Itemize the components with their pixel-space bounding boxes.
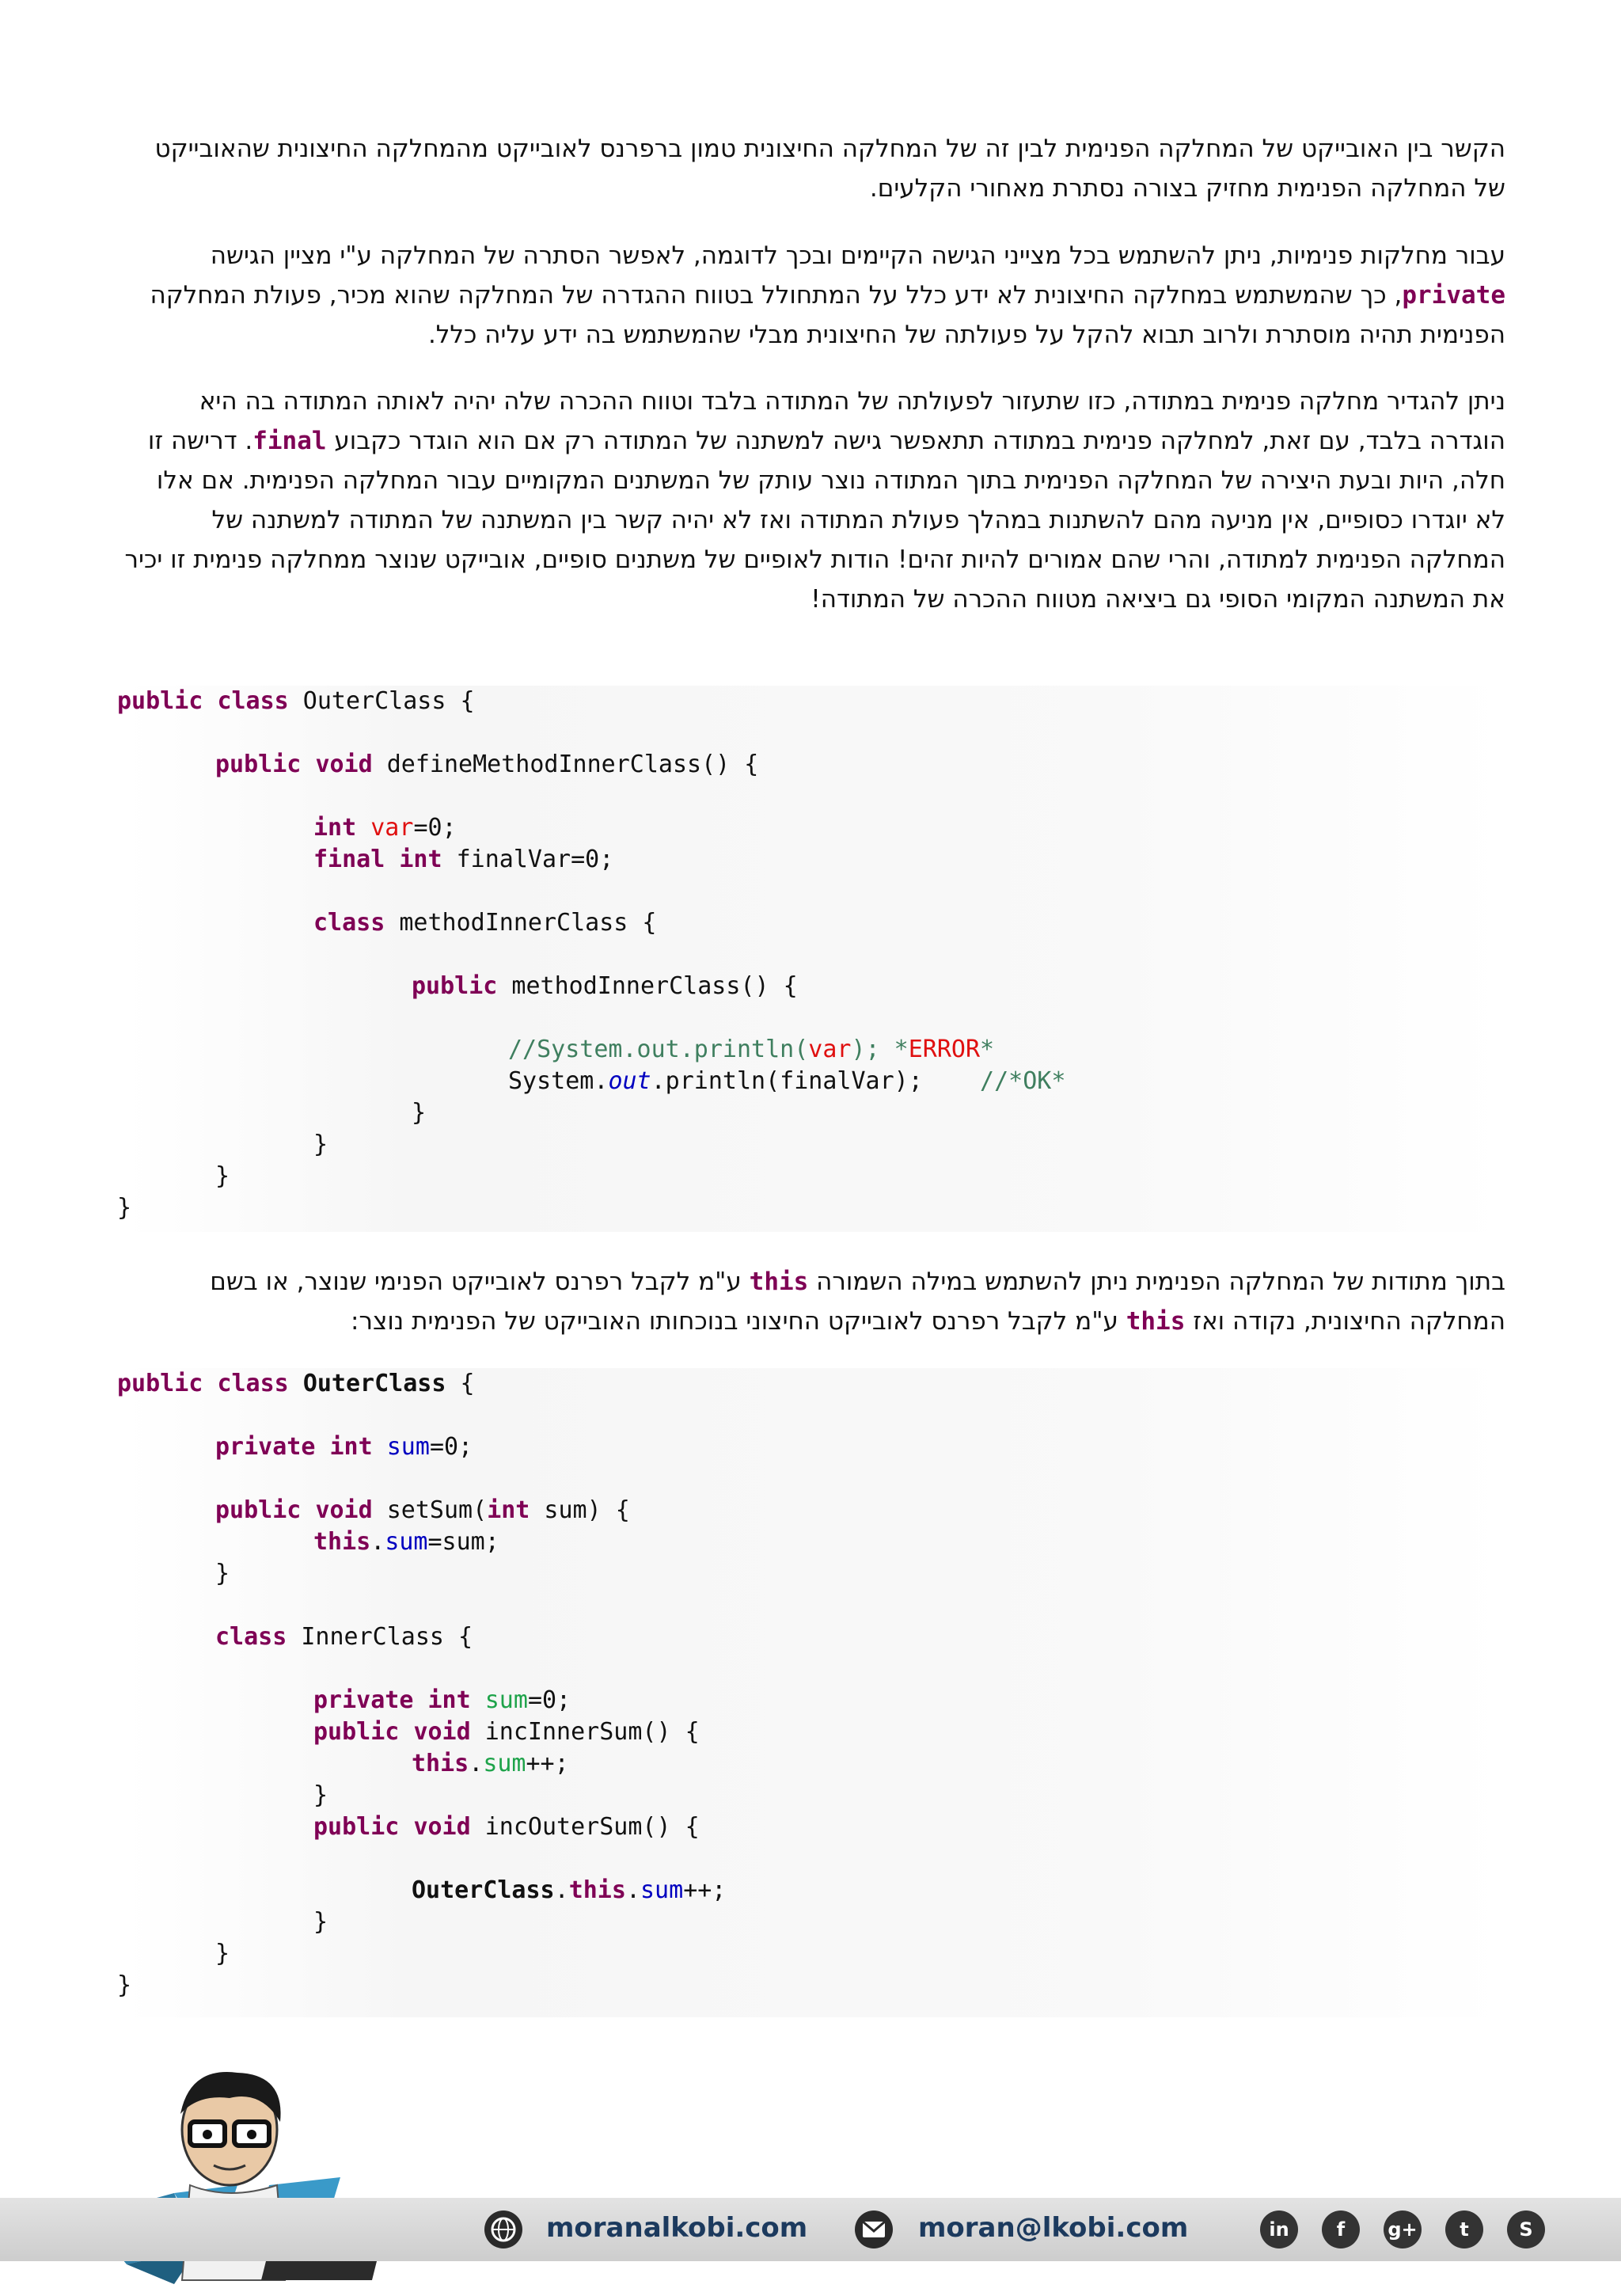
code-line: public void defineMethodInnerClass() { [215,751,759,778]
code-line: public void incOuterSum() { [313,1813,700,1841]
keyword-this: this [749,1268,809,1296]
paragraph-text: ניתן להגדיר מחלקה פנימית במתודה, כזו שתעזור לפעולתה של המתודה בלבד וטווח ההכרה שלה יהיה לאותה המתודה בה היא הוגדרה בלבד, עם זאת, למחלקה פנימית במתודה תתאפשר גישה למשתנה של המתודה רק אם הוא הוגדר כקבוע [199,387,1505,455]
facebook-icon[interactable]: f [1322,2210,1360,2248]
paragraph-text: עבור מחלקות פנימיות, ניתן להשתמש בכל מצייני הגישה הקיימים ובכך לדוגמה, לאפשר הסתרה של המחלקה ע"י מציין הגישה [210,241,1505,270]
code-block-outer-this [95,1368,1504,2017]
globe-icon [484,2210,522,2248]
code-line: public void incInnerSum() { [313,1718,700,1746]
code-line: public class OuterClass { [117,687,475,715]
skype-icon[interactable]: S [1507,2210,1545,2248]
googleplus-icon[interactable]: g+ [1384,2210,1422,2248]
code-line: } [313,1131,328,1158]
code-line: //System.out.println(var); *ERROR* [508,1036,995,1063]
code-line: } [313,1781,328,1809]
paragraph-inner-outer-link [119,129,1505,208]
code-line: int var=0; [313,814,457,842]
email-link[interactable]: moran@lkobi.com [918,2212,1189,2244]
paragraph-this-keyword [119,1262,1505,1341]
code-line: class methodInnerClass { [313,909,657,937]
code-line: } [215,1560,230,1587]
keyword-final: final [252,427,327,455]
code-line: OuterClass.this.sum++; [412,1876,727,1904]
paragraph-access-modifiers [119,236,1505,355]
code-line: public void setSum(int sum) { [215,1496,630,1524]
code-line: } [117,1194,132,1222]
code-line: } [313,1908,328,1936]
mail-icon [855,2210,893,2248]
paragraph-text: ע"מ לקבל רפרנס לאובייקט הפנימי שנוצר, או בשם המחלקה החיצונית, נקודה ואז [210,1268,1505,1336]
code-line: System.out.println(finalVar); //*OK* [508,1067,1066,1095]
code-line: class InnerClass { [215,1623,473,1651]
keyword-this: this [1126,1307,1186,1336]
paragraph-text: בתוך מתודות של המחלקה הפנימית ניתן להשתמש במילה השמורה [808,1268,1505,1296]
code-block-method-inner-class [95,686,1504,1232]
keyword-private: private [1402,281,1505,310]
twitter-icon[interactable]: t [1445,2210,1483,2248]
code-line: public methodInnerClass() { [412,972,798,1000]
code-line: private int sum=0; [215,1433,473,1461]
code-line: } [215,1940,230,1967]
code-line: } [412,1099,427,1127]
code-line: } [215,1162,230,1190]
code-line: } [117,1971,132,1999]
website-link[interactable]: moranalkobi.com [546,2212,808,2244]
paragraph-text: , כך שהמשתמש במחלקה החיצונית לא ידע כלל על המתחולל בטווח ההגדרה של המחלקה שהוא מכיר, פעולת המחלקה הפנימית תהיה מוסתרת ולרוב תבוא להקל על פעולתה של החיצונית מבלי שהמשתמש בה ידע עליה כלל. [150,281,1505,349]
linkedin-icon[interactable]: in [1260,2210,1298,2248]
footer [0,2198,1621,2293]
code-line: this.sum++; [412,1750,569,1777]
code-line: public class OuterClass { [117,1370,475,1397]
code-line: this.sum=sum; [313,1528,499,1556]
paragraph-method-inner-class [119,382,1505,619]
code-line: final int finalVar=0; [313,846,614,873]
footer-bar [0,2198,1621,2261]
paragraph-text: . דרישה זו חלה, היות ובעת היצירה של המחלקה הפנימית בתוך המתודה נוצר עותק של המשתנים המקומיים עבור המחלקה הפנימית. אם אלו לא יוגדרו כסופיים, אין מניעה מהם להשתנות במהלך פעולת המתודה ואז לא יהיה קשר בין המשתנה של המתודה למשתנה של המחלקה הפנימית למתודה, והרי שהם אמורים להיות זהים! הודות לאופיים של משתנים סופיים, אובייקט שנוצר ממחלקה פנימית זו יכיר את המשתנה המקומי הסופי גם ביציאה מטווח ההכרה של המתודה! [124,427,1505,614]
code-line: private int sum=0; [313,1686,571,1714]
paragraph-text: הקשר בין האובייקט של המחלקה הפנימית לבין זה של המחלקה החיצונית טמון ברפרנס לאובייקט מהמחלקה החיצונית שהאובייקט של המחלקה הפנימית מחזיק בצורה נסתרת מאחורי הקלעים. [154,135,1505,203]
paragraph-text: ע"מ לקבל רפרנס לאובייקט החיצוני בנוכחותו האובייקט של הפנימית נוצר: [351,1307,1126,1336]
